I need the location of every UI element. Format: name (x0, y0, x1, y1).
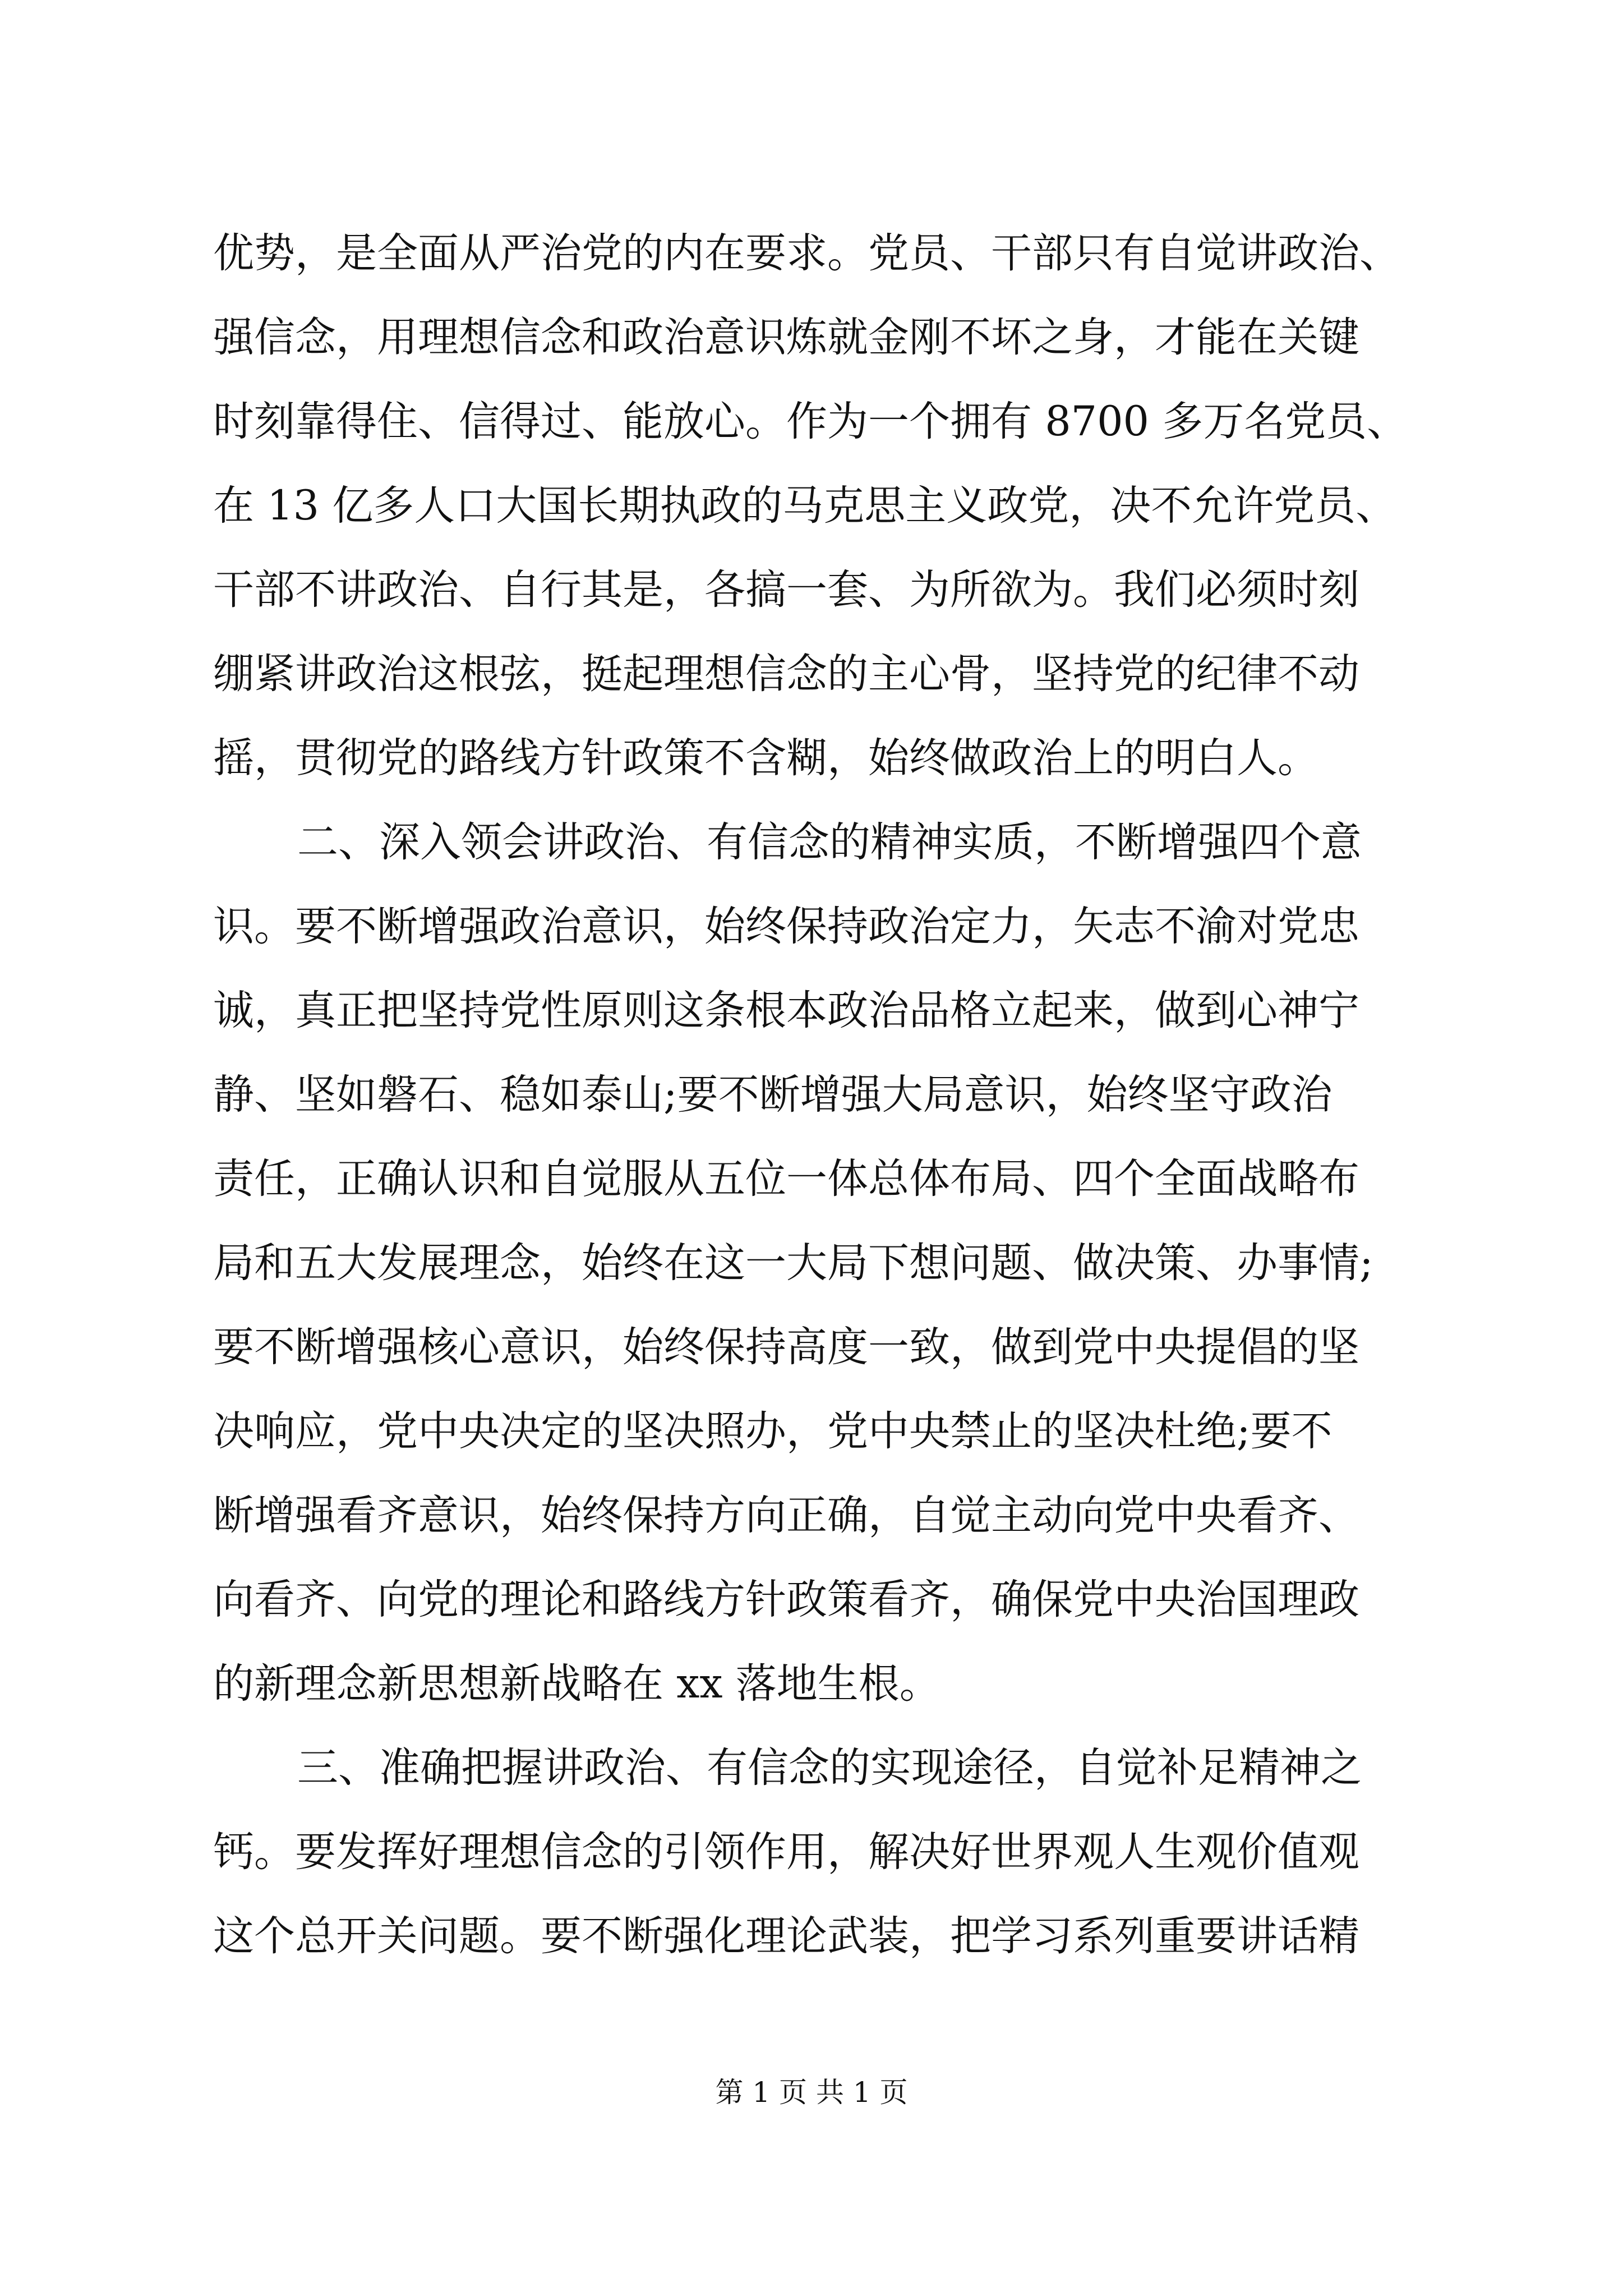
page-footer: 第 1 页 共 1 页 (715, 2076, 908, 2109)
text-line: 干部不讲政治、自行其是，各搞一套、为所欲为。我们必须时刻 (213, 566, 1359, 614)
text-line: 诚，真正把坚持党性原则这条根本政治品格立起来，做到心神宁 (213, 987, 1359, 1034)
text-line: 的新理念新思想新战略在 xx 落地生根。 (213, 1660, 940, 1708)
text-line: 局和五大发展理念，始终在这一大局下想问题、做决策、办事情; (213, 1239, 1373, 1287)
text-line: 在 13 亿多人口大国长期执政的马克思主义政党，决不允许党员、 (213, 482, 1397, 530)
paragraph-heading-2: 二、深入领会讲政治、有信念的精神实质，不断增强四个意 (297, 818, 1362, 866)
text-line: 强信念，用理想信念和政治意识炼就金刚不坏之身，才能在关键 (213, 314, 1359, 361)
text-line: 向看齐、向党的理论和路线方针政策看齐，确保党中央治国理政 (213, 1576, 1359, 1623)
text-line: 静、坚如磐石、稳如泰山;要不断增强大局意识，始终坚守政治 (213, 1071, 1332, 1119)
text-line: 决响应，党中央决定的坚决照办，党中央禁止的坚决杜绝;要不 (213, 1407, 1332, 1455)
text-line: 责任，正确认识和自觉服从五位一体总体布局、四个全面战略布 (213, 1155, 1359, 1203)
text-line: 钙。要发挥好理想信念的引领作用，解决好世界观人生观价值观 (213, 1828, 1359, 1876)
text-line: 要不断增强核心意识，始终保持高度一致，做到党中央提倡的坚 (213, 1323, 1359, 1371)
text-line: 绷紧讲政治这根弦，挺起理想信念的主心骨，坚持党的纪律不动 (213, 650, 1359, 698)
paragraph-heading-3: 三、准确把握讲政治、有信念的实现途径，自觉补足精神之 (297, 1744, 1362, 1792)
text-line: 识。要不断增强政治意识，始终保持政治定力，矢志不渝对党忠 (213, 903, 1359, 950)
text-line: 断增强看齐意识，始终保持方向正确，自觉主动向党中央看齐、 (213, 1492, 1359, 1539)
text-line: 摇，贯彻党的路线方针政策不含糊，始终做政治上的明白人。 (213, 734, 1318, 782)
text-line: 时刻靠得住、信得过、能放心。作为一个拥有 8700 多万名党员、 (213, 398, 1408, 445)
text-line: 优势，是全面从严治党的内在要求。党员、干部只有自觉讲政治、 (213, 229, 1400, 277)
text-line: 这个总开关问题。要不断强化理论武装，把学习系列重要讲话精 (213, 1912, 1359, 1960)
